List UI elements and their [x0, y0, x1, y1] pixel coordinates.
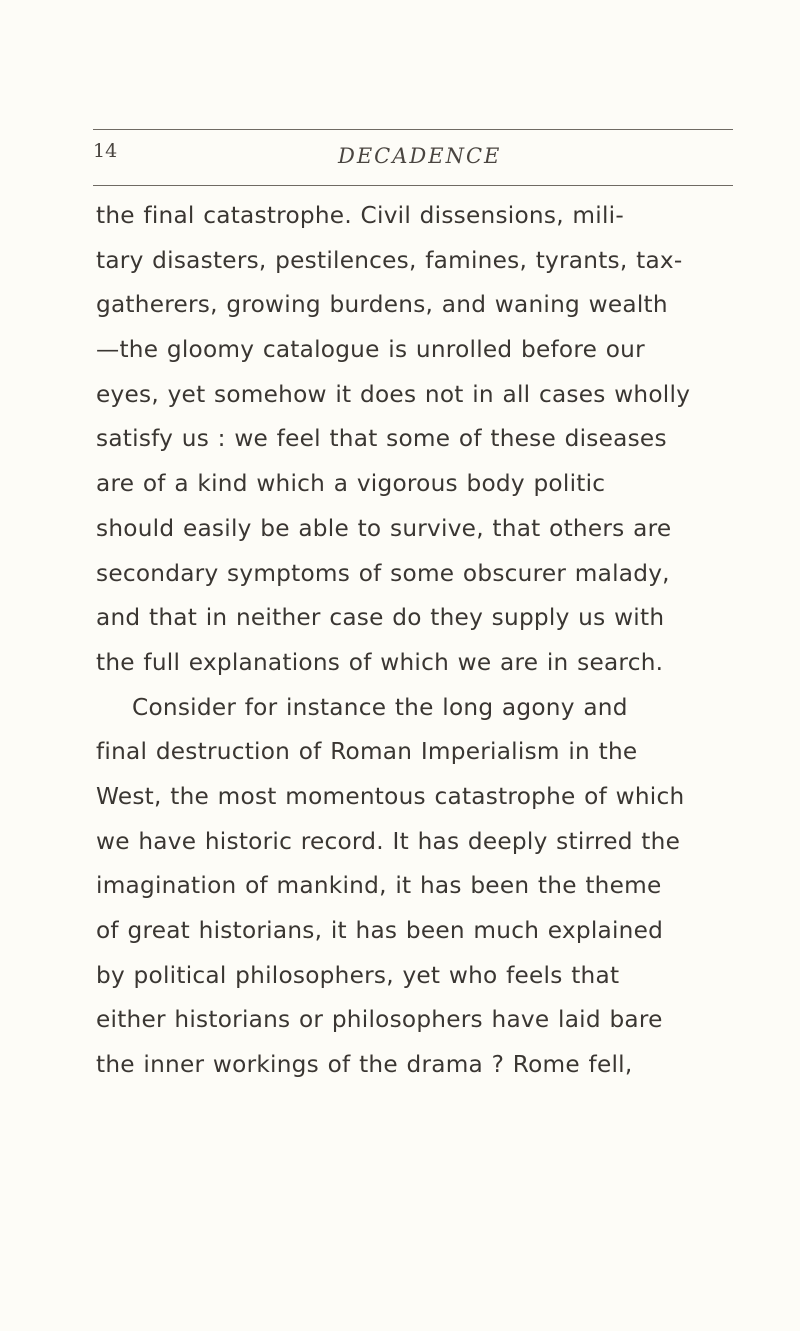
text-line: secondary symptoms of some obscurer malady, — [96, 559, 670, 587]
text-line: we have historic record. It has deeply stirred the — [96, 827, 681, 855]
text-line: by political philosophers, yet who feels that — [96, 961, 620, 989]
text-line: imagination of mankind, it has been the theme — [96, 872, 662, 900]
text-line: final destruction of Roman Imperialism in the — [96, 738, 638, 766]
text-line: tary disasters, pestilences, famines, tyrants, tax- — [96, 246, 683, 274]
text-line: of great historians, it has been much explained — [96, 917, 664, 944]
text-line: gatherers, growing burdens, and waning wealth — [96, 291, 668, 319]
running-head: DECADENCE — [338, 144, 502, 168]
text-line: should easily be able to survive, that others are — [96, 514, 672, 542]
text-line: eyes, yet somehow it does not in all cases wholly — [96, 380, 691, 408]
text-line: and that in neither case do they supply us with — [96, 604, 665, 632]
paragraph-start-line: Consider for instance the long agony and — [132, 693, 628, 721]
text-line: the final catastrophe. Civil dissensions, mili- — [96, 202, 624, 229]
body-text — [96, 194, 756, 1088]
text-line: satisfy us : we feel that some of these diseases — [96, 425, 667, 453]
text-line: are of a kind which a vigorous body politic — [96, 470, 606, 498]
page-number: 14 — [93, 140, 118, 162]
text-line: the full explanations of which we are in search. — [96, 648, 664, 676]
header-rule-top — [93, 129, 733, 130]
header-rule-bottom — [93, 185, 733, 186]
text-line: either historians or philosophers have laid bare — [96, 1006, 663, 1034]
text-line: West, the most momentous catastrophe of which — [96, 782, 685, 810]
text-line: the inner workings of the drama ? Rome fell, — [96, 1051, 633, 1079]
text-line: —the gloomy catalogue is unrolled before our — [96, 336, 645, 364]
